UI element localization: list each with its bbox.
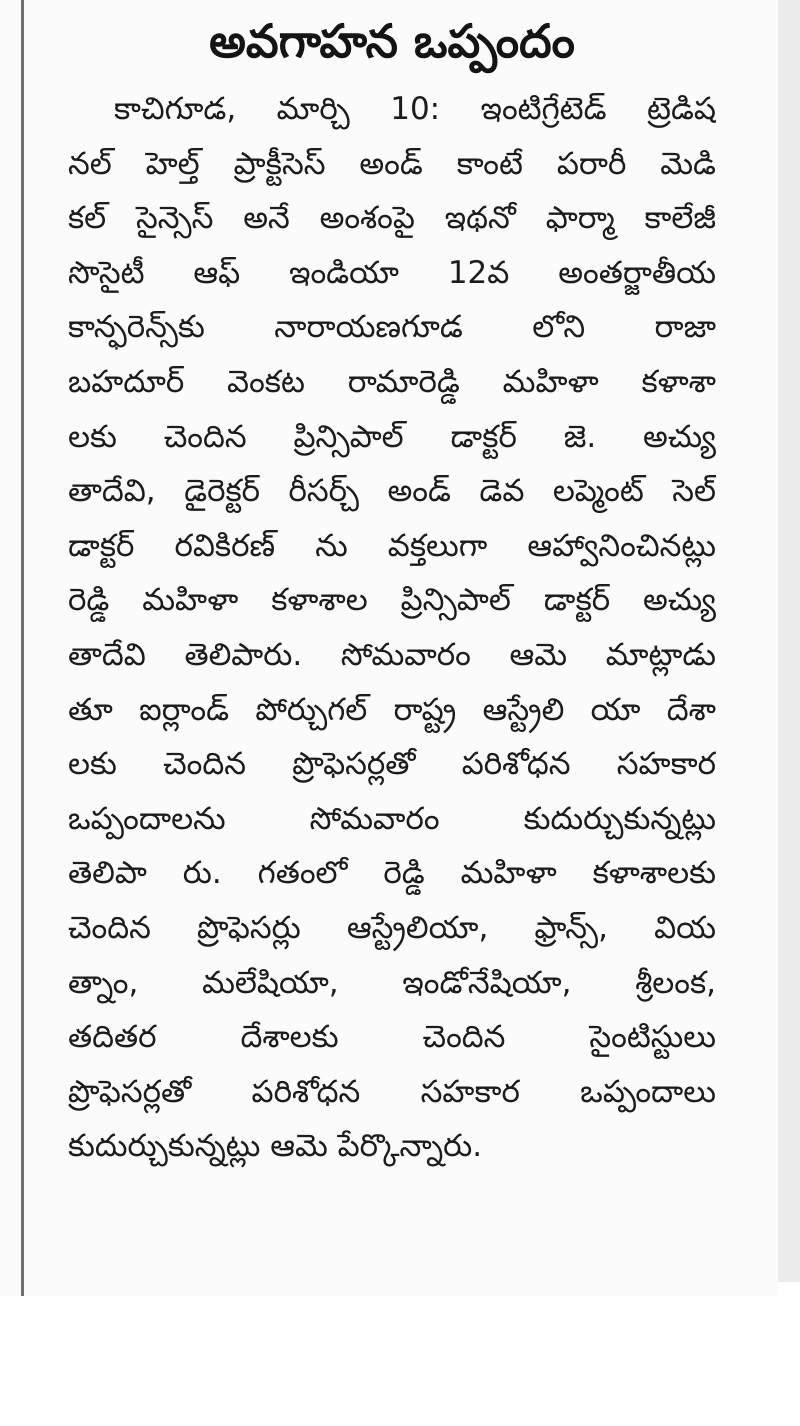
adjacent-column-edge xyxy=(778,0,800,1282)
article-line: లకు చెందిన ప్రొఫెసర్లతో పరిశోధన సహకార xyxy=(68,746,716,783)
article-line: ప్రొఫెసర్లతో పరిశోధన సహకార ఒప్పందాలు xyxy=(68,1073,716,1110)
article-line: బహదూర్ వెంకట రామారెడ్డి మహిళా కళాశా xyxy=(68,363,716,400)
article-line: సొసైటీ ఆఫ్ ఇండియా 12వ అంతర్జాతీయ xyxy=(68,254,716,291)
article-line: డాక్టర్ రవికిరణ్ ను వక్తలుగా ఆహ్వానించినట్లు xyxy=(68,527,716,564)
news-article xyxy=(68,0,716,1174)
article-line: తాదేవి, డైరెక్టర్ రీసర్చ్ అండ్ డెవ లప్మెంట్ సెల్ xyxy=(68,473,716,510)
article-line: కాన్ఫరెన్స్‌కు నారాయణగూడ లోని రాజా xyxy=(68,309,716,346)
article-line: కాచిగూడ, మార్చి 10: ఇంటిగ్రేటెడ్ ట్రెడిష xyxy=(114,91,716,127)
article-line: రెడ్డి మహిళా కళాశాల ప్రిన్సిపాల్ డాక్టర్ అచ్యు xyxy=(68,582,716,619)
article-line: తదితర దేశాలకు చెందిన సైంటిస్టులు xyxy=(68,1019,716,1056)
article-line: నల్ హెల్త్ ప్రాక్టీసెస్ అండ్ కాంటే పరారీ మెడి xyxy=(68,145,716,182)
article-line: తూ ఐర్లాండ్ పోర్చుగల్ రాష్ట్ర ఆస్ట్రేలి యా దేశా xyxy=(68,691,716,728)
article-line: తాదేవి తెలిపారు. సోమవారం ఆమె మాట్లాడు xyxy=(68,636,716,673)
article-line: కుదుర్చుకున్నట్లు ఆమె పేర్కొన్నారు. xyxy=(68,1128,483,1165)
article-body xyxy=(68,82,716,1174)
article-line: కల్ సైన్సెస్ అనే అంశంపై ఇథనో ఫార్మా కాలేజీ xyxy=(68,200,716,237)
article-line: చెందిన ప్రొఫెసర్లు ఆస్ట్రేలియా, ఫ్రాన్స్, వియ xyxy=(68,909,716,946)
article-headline: అవగాహన ఒప్పందం xyxy=(209,14,575,68)
column-divider xyxy=(21,0,24,1296)
article-line: తెలిపా రు. గతంలో రెడ్డి మహిళా కళాశాలకు xyxy=(68,855,716,892)
article-line: త్నాం, మలేషియా, ఇండోనేషియా, శ్రీలంక, xyxy=(68,964,716,1001)
article-line: లకు చెందిన ప్రిన్సిపాల్ డాక్టర్ జె. అచ్యు xyxy=(68,418,716,455)
article-line: ఒప్పందాలను సోమవారం కుదుర్చుకున్నట్లు xyxy=(68,800,716,837)
